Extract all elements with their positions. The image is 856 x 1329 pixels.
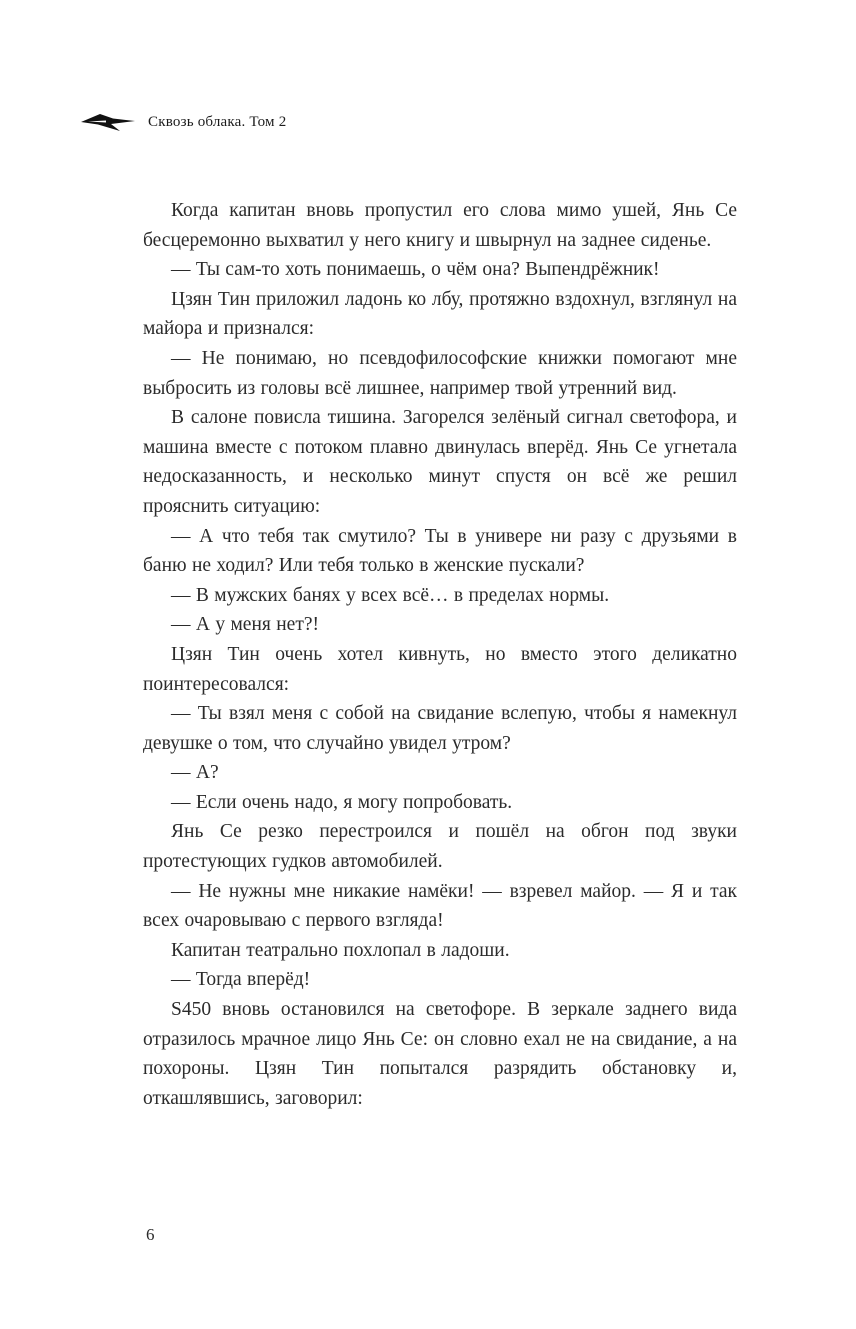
paragraph: S450 вновь остановился на светофоре. В зеркале заднего вида отразилось мрачное лицо Янь Се: он словно ехал не на свидание, а на похороны. Цзян Тин попытался разрядить обстановку и, откашлявшись, заговорил:	[143, 999, 737, 1109]
paragraph: — Ты взял меня с собой на свидание вслепую, чтобы я намекнул девушке о том, что случайно увидел утром?	[143, 703, 737, 754]
running-header	[80, 112, 286, 132]
paragraph: Янь Се резко перестроился и пошёл на обгон под звуки протестующих гудков автомобилей.	[143, 821, 737, 873]
paragraph: — А что тебя так смутило? Ты в универе ни разу с друзьями в баню не ходил? Или тебя только в женские пускали?	[143, 525, 737, 577]
paragraph: — Если очень надо, я могу попробовать.	[171, 791, 513, 813]
page-number: 6	[146, 1225, 155, 1244]
paragraph: — Не нужны мне никакие намёки! — взревел майор. — Я и так всех очаровываю с первого взгляда!	[143, 880, 737, 932]
paragraph: — В мужских банях у всех всё… в пределах нормы.	[171, 584, 610, 606]
paragraph: Цзян Тин очень хотел кивнуть, но вместо этого деликатно поинтересовался:	[143, 643, 737, 695]
paragraph: — Не понимаю, но псевдофилософские книжки помогают мне выбросить из головы всё лишнее, например твой утренний вид.	[143, 347, 737, 399]
paragraph: Когда капитан вновь пропустил его слова мимо ушей, Янь Се бесцеремонно выхватил у него книгу и швырнул на заднее сиденье.	[143, 200, 737, 251]
header-title: Сквозь облака. Том 2	[148, 113, 287, 130]
paragraph: — А?	[171, 762, 219, 784]
paragraph: В салоне повисла тишина. Загорелся зелёный сигнал светофора, и машина вместе с потоком плавно двинулась вперёд. Янь Се угнетала недосказанность, и несколько минут спустя он всё же решил прояснить ситуацию:	[143, 407, 737, 517]
paragraph: Цзян Тин приложил ладонь ко лбу, протяжно вздохнул, взглянул на майора и признался:	[143, 288, 737, 340]
paragraph: — Тогда вперёд!	[171, 969, 311, 991]
plane-icon	[80, 112, 136, 132]
paragraph: — Ты сам-то хоть понимаешь, о чём она? Выпендрёжник!	[171, 259, 660, 281]
text-block	[143, 196, 737, 1113]
paragraph: Капитан театрально похлопал в ладоши.	[171, 939, 510, 961]
paragraph: — А у меня нет?!	[171, 614, 319, 636]
